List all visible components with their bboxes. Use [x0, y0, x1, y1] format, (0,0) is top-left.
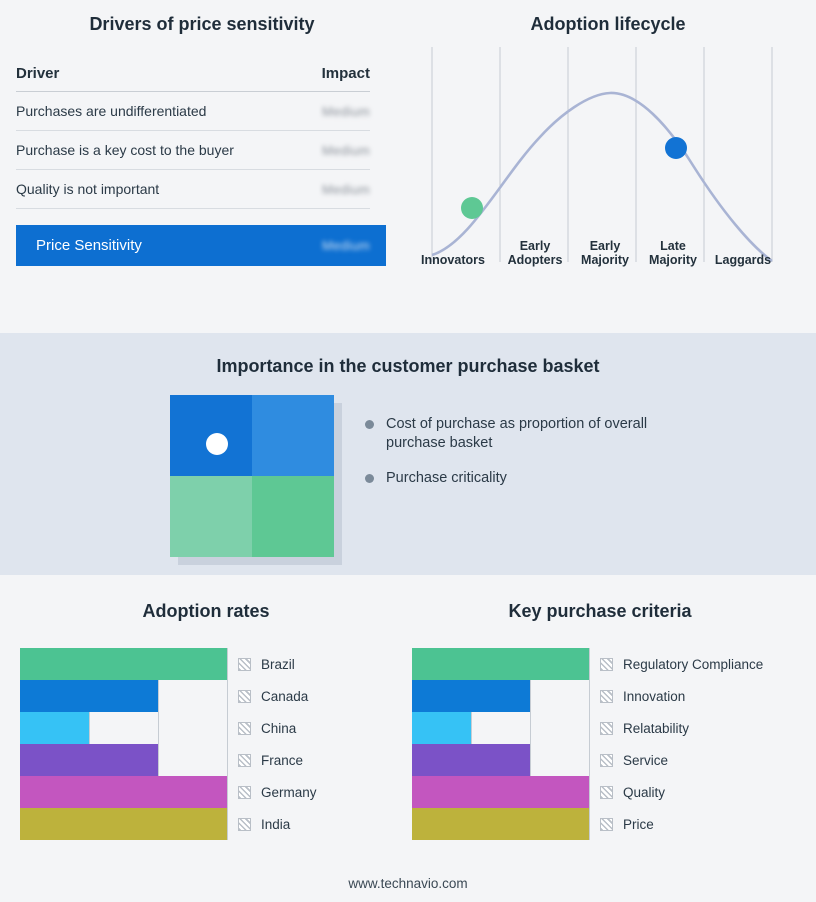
category-label: China: [261, 720, 297, 736]
column-header-impact: Impact: [321, 65, 370, 82]
legend-item-price: [600, 808, 800, 840]
footer-url: www.technavio.com: [348, 876, 468, 891]
category-label: France: [261, 752, 304, 768]
quadrant-cell-bottom-left: [170, 476, 252, 557]
price-sensitivity-label: Price Sensitivity: [36, 237, 142, 254]
adoption-rates-chart: [16, 648, 396, 848]
drivers-title: Drivers of price sensitivity: [89, 14, 315, 34]
table-row: [16, 131, 370, 170]
bar-relatability: [412, 712, 471, 744]
adoption-rates-panel: [16, 601, 396, 848]
legend-item-quality: [600, 776, 800, 808]
bar-quality: [412, 776, 589, 808]
hatch-swatch-icon: [600, 658, 613, 671]
category-label: Innovation: [623, 688, 686, 704]
hatch-swatch-icon: [600, 722, 613, 735]
bar-china: [20, 712, 89, 744]
category-label: Relatability: [623, 720, 690, 736]
hatch-swatch-icon: [238, 818, 251, 831]
impact-value: Medium: [321, 181, 370, 197]
lifecycle-chart: [410, 47, 806, 287]
quadrant-cell-top-right: [252, 395, 334, 476]
list-item: [365, 415, 665, 453]
key-purchase-criteria-panel: [400, 601, 800, 848]
hatch-swatch-icon: [238, 754, 251, 767]
legend-item-innovation: [600, 680, 800, 712]
table-row: [16, 170, 370, 209]
price-sensitivity-summary: [16, 225, 386, 266]
bar-canada: [20, 680, 158, 712]
hatch-swatch-icon: [238, 722, 251, 735]
adoption-rates-title: Adoption rates: [142, 601, 270, 621]
legend-item-service: [600, 744, 800, 776]
table-row: [16, 92, 370, 131]
purchase-basket-band: [0, 333, 816, 575]
position-marker-dot: [206, 433, 228, 455]
legend-item-brazil: [238, 648, 398, 680]
bar-france: [20, 744, 158, 776]
column-header-driver: Driver: [16, 65, 60, 82]
bullet-icon: [365, 420, 374, 429]
legend-item-germany: [238, 776, 398, 808]
legend-item-regulatory-compliance: [600, 648, 800, 680]
stage-label-innovators: Innovators: [421, 253, 485, 267]
quadrant-cell-bottom-right: [252, 476, 334, 557]
hatch-swatch-icon: [600, 754, 613, 767]
criteria-chart: [400, 648, 800, 848]
bar-regulatory-compliance: [412, 648, 589, 680]
drivers-table: [16, 65, 370, 209]
bottom-band: [0, 575, 816, 902]
price-sensitivity-value: Medium: [321, 238, 370, 253]
category-label: Regulatory Compliance: [623, 656, 764, 672]
bar-price: [412, 808, 589, 840]
hatch-swatch-icon: [600, 690, 613, 703]
stage-label-early-adopters: Early Adopters: [507, 239, 563, 268]
lifecycle-title: Adoption lifecycle: [530, 14, 686, 34]
legend-label: Purchase criticality: [386, 470, 507, 487]
hatch-swatch-icon: [238, 786, 251, 799]
legend-item-relatability: [600, 712, 800, 744]
category-label: Price: [623, 816, 654, 832]
legend-label: Cost of purchase as proportion of overall purchase basket: [386, 416, 648, 452]
bar-india: [20, 808, 227, 840]
legend-item-india: [238, 808, 398, 840]
adoption-lifecycle-panel: [410, 14, 806, 314]
category-label: Brazil: [261, 656, 295, 672]
hatch-swatch-icon: [238, 690, 251, 703]
drivers-table-header: [16, 65, 370, 92]
list-item: [365, 469, 665, 488]
stage-label-late-majority: Late Majority: [649, 239, 697, 268]
quadrant-grid: [170, 395, 334, 557]
legend-item-france: [238, 744, 398, 776]
stage-label-early-majority: Early Majority: [581, 239, 629, 268]
legend-item-canada: [238, 680, 398, 712]
hatch-swatch-icon: [238, 658, 251, 671]
bar-germany: [20, 776, 227, 808]
category-label: Service: [623, 752, 669, 768]
driver-label: Quality is not important: [16, 181, 160, 197]
bar-innovation: [412, 680, 530, 712]
basket-quadrant-chart: [170, 395, 360, 565]
top-band: [0, 0, 816, 333]
bar-service: [412, 744, 530, 776]
category-label: Germany: [261, 784, 317, 800]
impact-value: Medium: [321, 142, 370, 158]
impact-value: Medium: [321, 103, 370, 119]
bullet-icon: [365, 474, 374, 483]
category-label: Canada: [261, 688, 309, 704]
basket-title: Importance in the customer purchase basket: [216, 356, 600, 376]
legend-item-china: [238, 712, 398, 744]
stage-label-laggards: Laggards: [714, 253, 772, 267]
category-label: Quality: [623, 784, 666, 800]
hatch-swatch-icon: [600, 818, 613, 831]
criteria-title: Key purchase criteria: [508, 601, 692, 621]
basket-legend: [365, 415, 665, 504]
drivers-panel: [16, 14, 388, 266]
category-label: India: [261, 816, 291, 832]
bar-brazil: [20, 648, 227, 680]
driver-label: Purchases are undifferentiated: [16, 103, 207, 119]
hatch-swatch-icon: [600, 786, 613, 799]
driver-label: Purchase is a key cost to the buyer: [16, 142, 234, 158]
marker-innovators: [461, 197, 483, 219]
marker-late-majority: [665, 137, 687, 159]
